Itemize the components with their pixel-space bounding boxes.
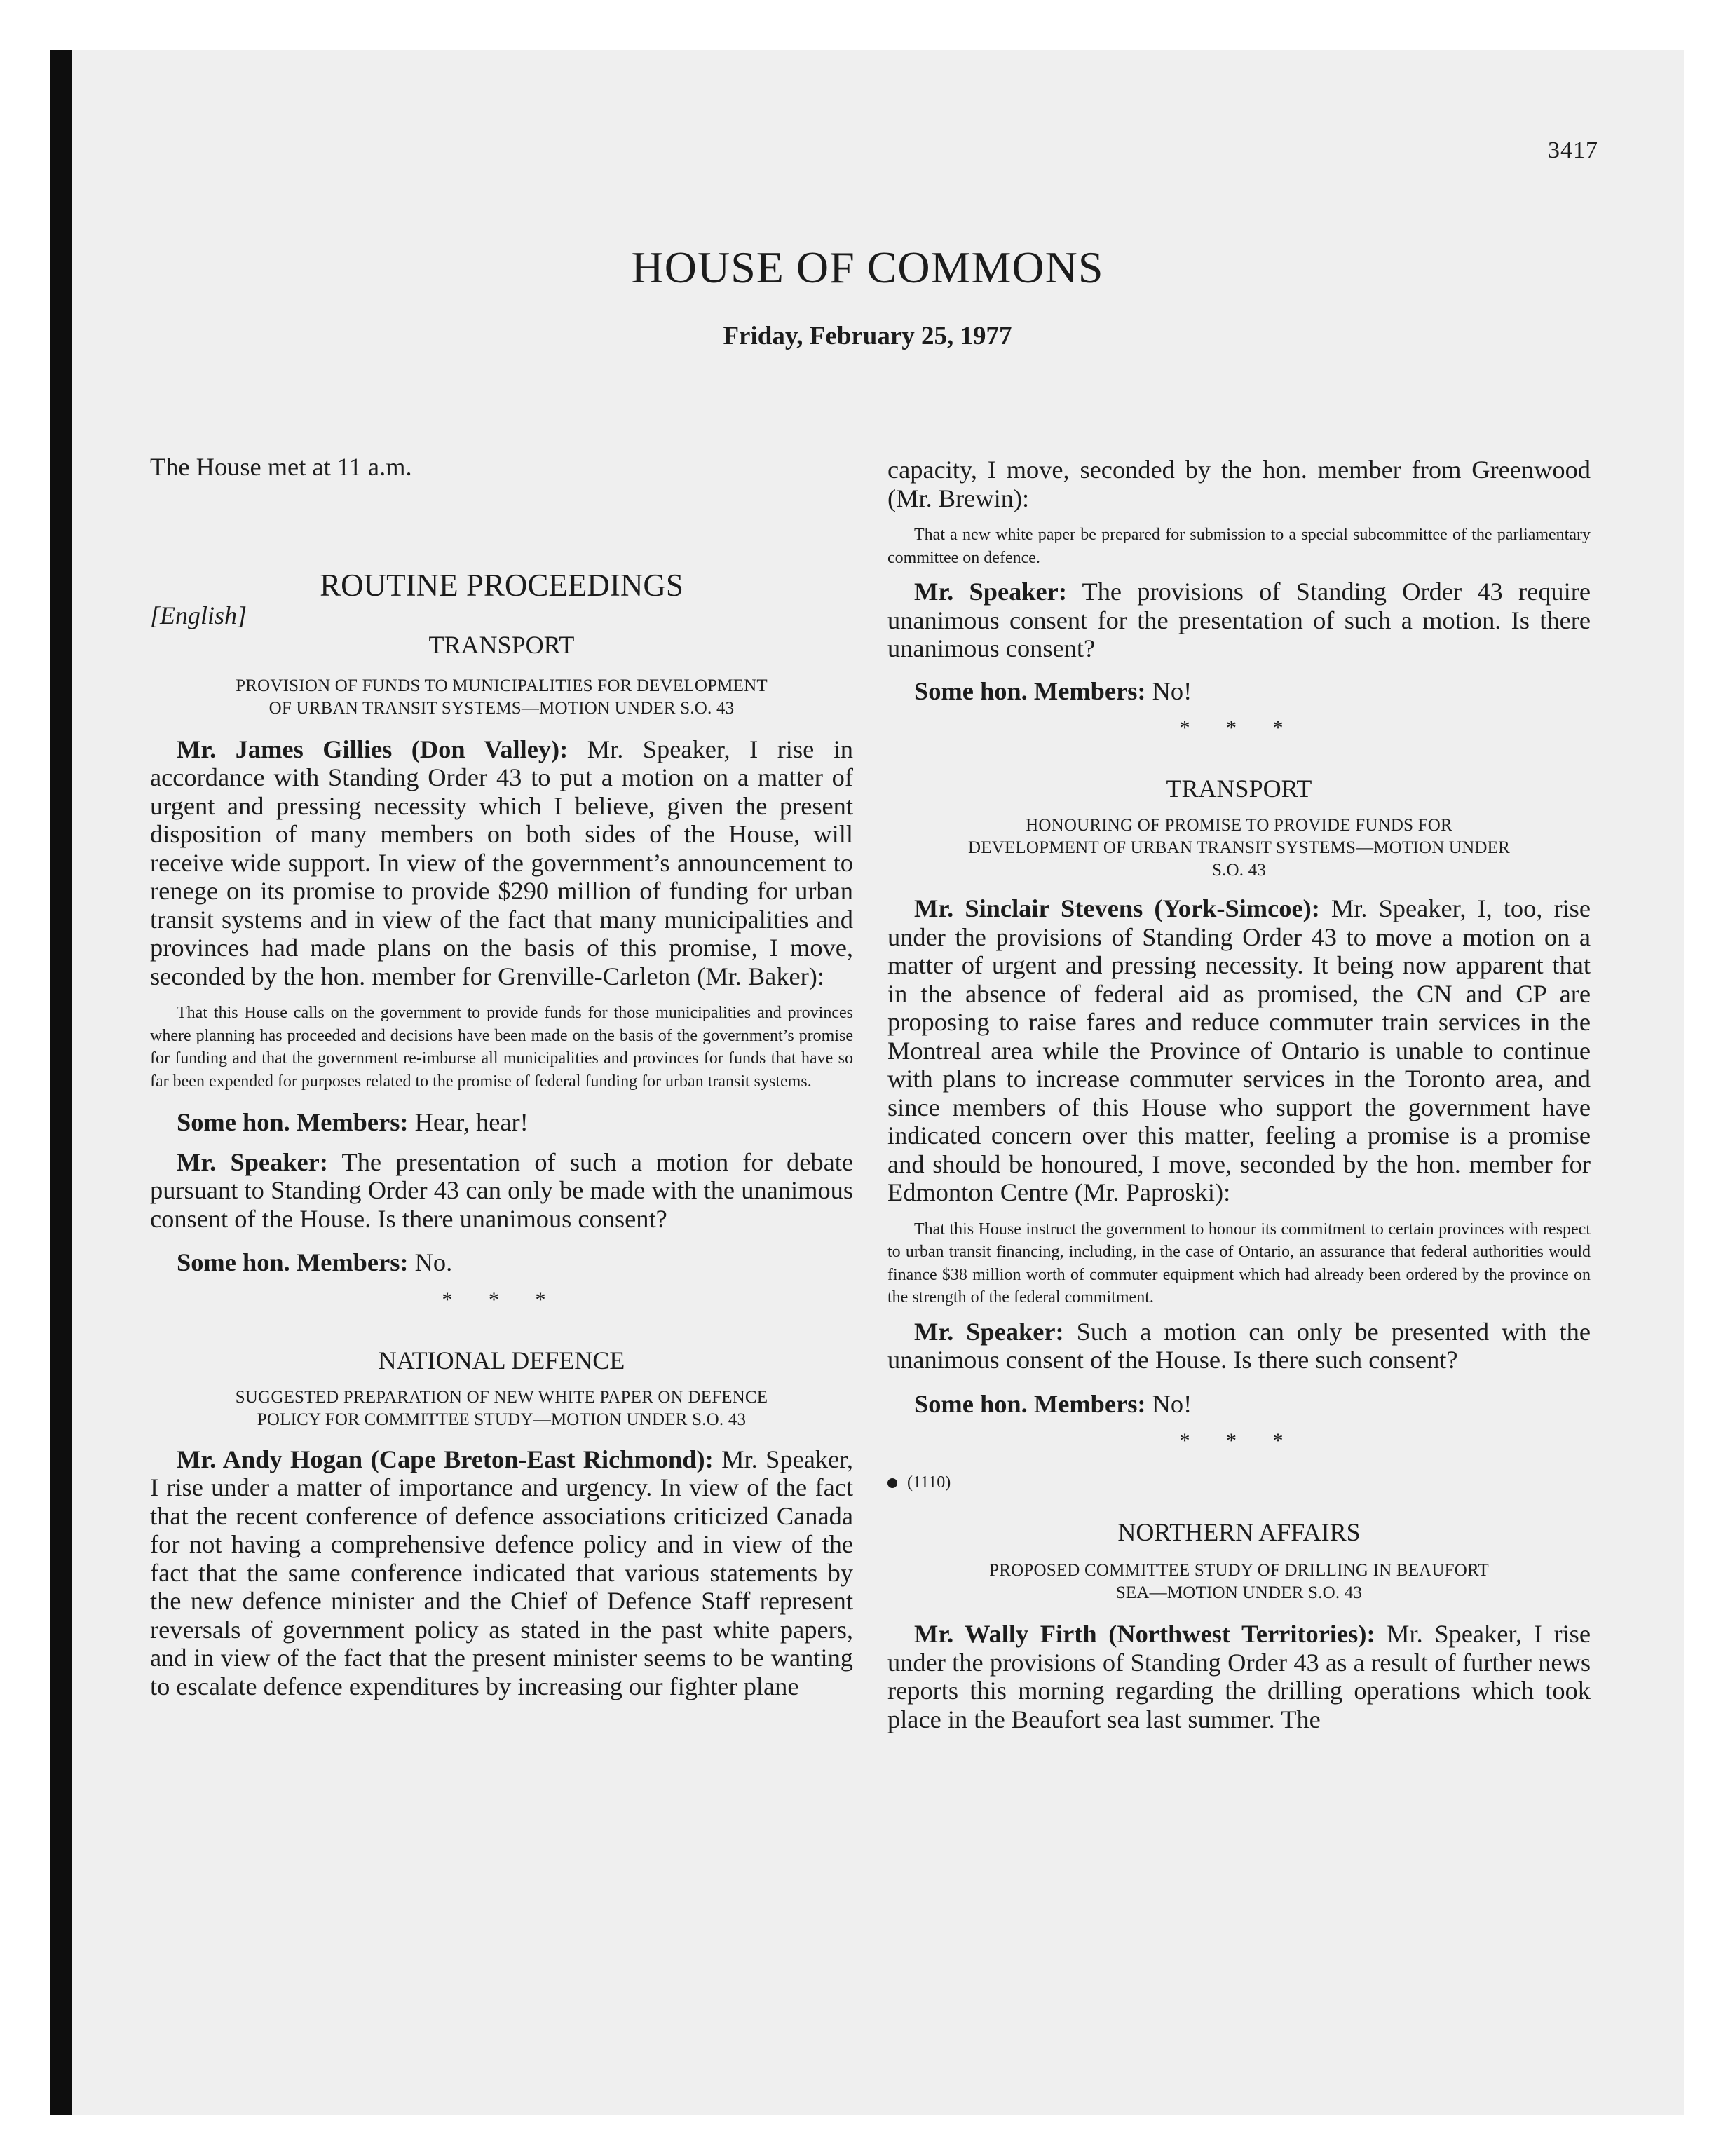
speaker-name: Mr. James Gillies (Don Valley):	[177, 735, 569, 763]
speaker-ruling	[887, 578, 1591, 663]
gillies-speech	[150, 735, 853, 991]
speech-text: No!	[1145, 1389, 1192, 1418]
subheading-line: HONOURING OF PROMISE TO PROVIDE FUNDS FOR	[1026, 816, 1452, 835]
speaker-name: Mr. Speaker:	[914, 1317, 1064, 1346]
section-divider: * * *	[442, 1288, 562, 1311]
subheading-line: PROPOSED COMMITTEE STUDY OF DRILLING IN BEAUFORT	[989, 1561, 1489, 1580]
speech-text: Mr. Speaker, I rise under the provisions of Standing Order 43 as a result of further news reports this morning regarding the drilling operations which took place in the Beaufort sea last summer. The	[887, 1620, 1591, 1733]
sitting-date: Friday, February 25, 1977	[723, 322, 1012, 350]
national-defence-heading: NATIONAL DEFENCE	[378, 1346, 625, 1374]
members-reply	[150, 1108, 853, 1137]
hogan-speech	[150, 1445, 853, 1701]
subheading-line: S.O. 43	[1211, 861, 1267, 880]
stevens-speech	[887, 894, 1591, 1207]
speaker-name: Mr. Wally Firth (Northwest Territories):	[914, 1620, 1375, 1648]
transport-heading: TRANSPORT	[428, 630, 575, 659]
section-divider: * * *	[1179, 716, 1299, 739]
opening-line: The House met at 11 a.m.	[150, 453, 412, 481]
firth-speech	[887, 1620, 1591, 1733]
members-reply	[887, 677, 1591, 706]
speech-text: Mr. Speaker, I rise in accordance with Standing Order 43 to put a motion on a matter of urgent and pressing necessity which I believe, given the present disposition of many members on both sides of the House, will receive wide support. In view of the government’s announcement to renege on its promise to provide $290 million of funding for urban transit systems and in view of the fact that many municipalities and provinces had made plans on the basis of this promise, I move, seconded by the hon. member for Grenville-Carleton (Mr. Baker):	[150, 735, 853, 990]
bullet-dot-icon	[887, 1478, 897, 1488]
page-title: HOUSE OF COMMONS	[631, 243, 1104, 292]
speech-text: No.	[408, 1248, 453, 1276]
language-tag: [English]	[150, 601, 247, 629]
speech-text: The provisions of Standing Order 43 require unanimous consent for the presentation of such a motion. Is there unanimous consent?	[887, 578, 1591, 662]
defence-subheading	[150, 1386, 853, 1431]
stevens-motion: That this House instruct the government to honour its commitment to certain provinces with respect to urban transit financing, including, in the case of Ontario, an assurance that federal authorities would finance $38 million worth of commuter equipment which had already been ordered by the province on the strength of the federal commitment.	[887, 1220, 1591, 1306]
subheading-line: DEVELOPMENT OF URBAN TRANSIT SYSTEMS—MOTION UNDER	[967, 838, 1511, 857]
scan-edge	[50, 50, 72, 2115]
speaker-name: Mr. Andy Hogan (Cape Breton-East Richmond):	[177, 1445, 714, 1473]
northern-affairs-heading: NORTHERN AFFAIRS	[1117, 1518, 1361, 1546]
time-marker	[887, 1471, 1591, 1494]
time-marker-text: (1110)	[907, 1473, 951, 1492]
speech-text: Mr. Speaker, I rise under a matter of importance and urgency. In view of the fact that the recent conference of defence associations criticized Canada for not having a comprehensive defence policy and in view of the fact that the same conference indicated that various statements by the new defence minister and the Chief of Defence Staff represent reversals of government policy as stated in the past white papers, and in view of the fact that the present minister seems to be wanting to escalate defence expenditures by increasing our fighter plane	[150, 1445, 853, 1700]
subheading-line: PROVISION OF FUNDS TO MUNICIPALITIES FOR DEVELOPMENT	[236, 676, 768, 695]
subheading-line: SEA—MOTION UNDER S.O. 43	[1115, 1583, 1363, 1602]
gillies-motion: That this House calls on the government to provide funds for those municipalities and provinces where planning has proceeded and decisions have been made on the basis of the government’s promise for funding and that the government re-imburse all municipalities and provinces for funds that have so far been expended for purposes related to the promise of federal funding for urban transit systems.	[150, 1004, 853, 1091]
speaker-ruling	[887, 1318, 1591, 1374]
subheading-line: SUGGESTED PREPARATION OF NEW WHITE PAPER ON DEFENCE	[235, 1387, 768, 1407]
members-reply	[887, 1390, 1591, 1419]
hogan-motion: That a new white paper be prepared for submission to a special subcommittee of the parliamentary committee on defence.	[887, 526, 1591, 567]
speech-text: Hear, hear!	[408, 1108, 529, 1136]
subheading-line: OF URBAN TRANSIT SYSTEMS—MOTION UNDER S.O. 43	[268, 698, 735, 718]
page-number: 3417	[1548, 137, 1598, 163]
transport-subheading-2	[887, 814, 1591, 882]
section-divider: * * *	[1179, 1429, 1299, 1452]
speech-text: No!	[1145, 676, 1192, 705]
speaker-name: Some hon. Members:	[914, 1389, 1146, 1418]
routine-proceedings-heading: ROUTINE PROCEEDINGS	[320, 567, 683, 603]
speech-text: The presentation of such a motion for debate pursuant to Standing Order 43 can only be made with the unanimous consent of the House. Is there unanimous consent?	[150, 1147, 853, 1233]
transport-heading-2: TRANSPORT	[1166, 775, 1312, 803]
speaker-ruling	[150, 1148, 853, 1234]
speaker-name: Some hon. Members:	[914, 676, 1146, 705]
transport-subheading	[150, 675, 853, 720]
speaker-name: Mr. Speaker:	[177, 1147, 328, 1176]
left-column	[150, 449, 853, 1712]
members-reply	[150, 1248, 853, 1277]
speaker-name: Mr. Sinclair Stevens (York-Simcoe):	[914, 894, 1320, 922]
northern-subheading	[887, 1560, 1591, 1604]
speaker-name: Some hon. Members:	[177, 1108, 409, 1136]
subheading-line: POLICY FOR COMMITTEE STUDY—MOTION UNDER S.O. 43	[257, 1410, 747, 1429]
speech-text: Such a motion can only be presented with the unanimous consent of the House. Is there such consent?	[887, 1317, 1591, 1374]
hogan-continuation: capacity, I move, seconded by the hon. member from Greenwood (Mr. Brewin):	[887, 456, 1591, 512]
speech-text: Mr. Speaker, I, too, rise under the provisions of Standing Order 43 to move a motion on a matter of urgent and pressing necessity. It being now apparent that in the absence of federal aid as promised, the CN and CP are proposing to raise fares and reduce commuter train services in the Montreal area while the Province of Ontario is unable to continue with plans to increase commuter services in the Toronto area, and since members of this House who support the government have indicated concern over this matter, feeling a promise is a promise and should be honoured, I move, seconded by the hon. member for Edmonton Centre (Mr. Paproski):	[887, 894, 1591, 1206]
speaker-name: Mr. Speaker:	[914, 578, 1067, 606]
right-column	[887, 456, 1591, 1745]
speaker-name: Some hon. Members:	[177, 1248, 409, 1276]
